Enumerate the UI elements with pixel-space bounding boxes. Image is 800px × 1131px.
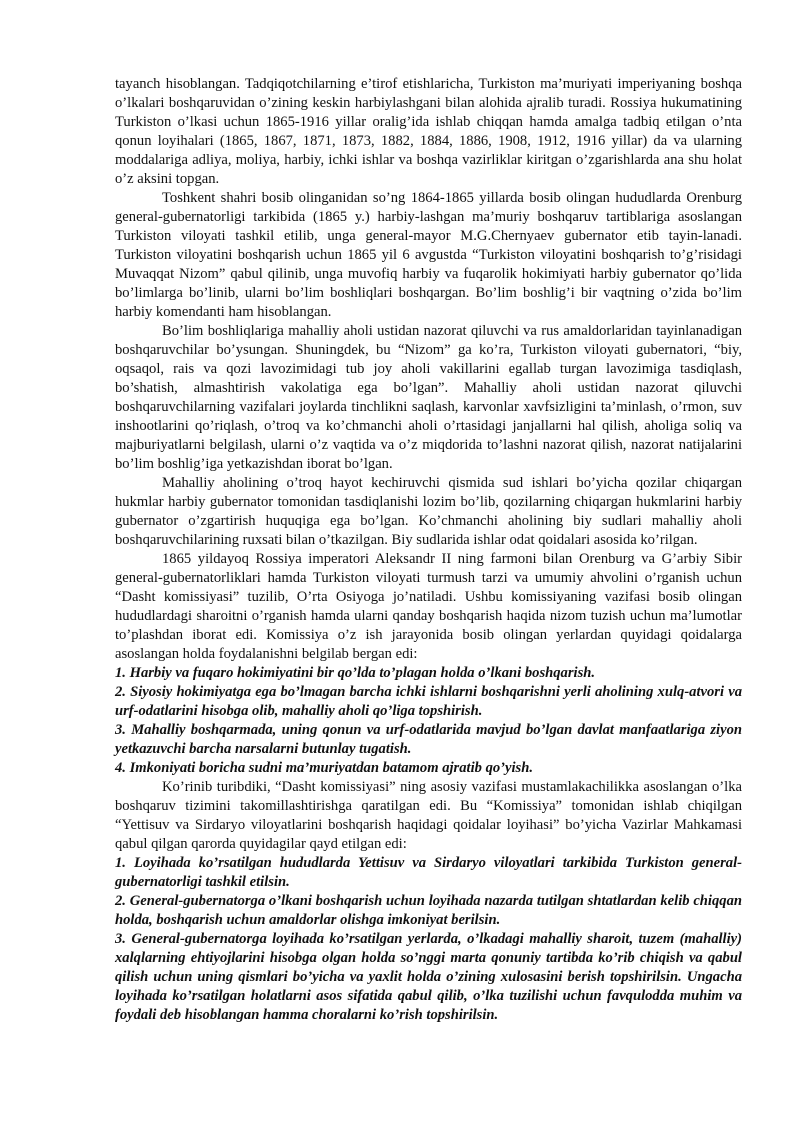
paragraph-commission-purpose: Ko’rinib turibdiki, “Dasht komissiyasi” ning asosiy vazifasi mustamlakachilikka asoslangan o’lka boshqaruv tizimini takomillashtirishga qaratilgan edi. Bu “Komissiya” tomonidan ishlab chiqilgan “Yettisuv va Sirdaryo viloyatlarini boshqarish haqidagi qoidalar loyihasi” bo’yicha Vazirlar Mahkamasi qabul qilgan qarorda quyidagilar qayd etilgan edi: xyxy=(115,779,742,852)
document-page xyxy=(115,75,742,1025)
commission-rule-4: 4. Imkoniyati boricha sudni ma’muriyatdan batamom ajratib qo’yish. xyxy=(115,760,534,776)
commission-rule-1: 1. Harbiy va fuqaro hokimiyatini bir qo’lda to’plagan holda o’lkani boshqarish. xyxy=(115,665,596,681)
decision-item-3: 3. General-gubernatorga loyihada ko’rsatilgan yerlarda, o’lkadagi mahalliy sharoit, tuzem (mahalliy) xalqlarning ehtiyojlarini hisobga olgan holda so’nggi marta qonuniy tartibda ko’rib chiqish va qabul qilish uchun uning qismlari bo’yicha va yaxlit holda o’zining xulosasini berish topshirilsin. Ungacha loyihada ko’rsatilgan holatlarni asos sifatida qabul qilib, o’lka tuzilishi uchun favqulodda muhim va foydali deb hisoblangan hamma choralarni ko’rish topshirilsin. xyxy=(115,931,742,1023)
commission-rule-3: 3. Mahalliy boshqarmada, uning qonun va urf-odatlarida mavjud bo’lgan davlat manfaatlariga ziyon yetkazuvchi barcha narsalarni butunlay tugatish. xyxy=(115,722,742,757)
paragraph-continuation: tayanch hisoblangan. Tadqiqotchilarning e’tirof etishlaricha, Turkiston ma’muriyati imperiyaning boshqa o’lkalari boshqaruvidan o’zining keskin harbiylashgani bilan alohida ajralib turadi. Rossiya hukumatining Turkiston o’lkasi uchun 1865-1916 yillar oralig’ida ishlab chiqqan hamda amalga tadbiq etilgan o’nta qonun loyihalari (1865, 1867, 1871, 1873, 1882, 1884, 1886, 1908, 1912, 1916 yillar) da va ularning moddalariga adliya, moliya, harbiy, ichki ishlar va boshqa vazirliklar kiritgan o’zgarishlarda ana shu holat o’z aksini topgan. xyxy=(115,76,742,187)
decision-item-2: 2. General-gubernatorga o’lkani boshqarish uchun loyihada nazarda tutilgan shtatlardan kelib chiqqan holda, boshqarish uchun amaldorlar olishga imkoniyat berilsin. xyxy=(115,893,742,928)
paragraph-court-affairs: Mahalliy aholining o’troq hayot kechiruvchi qismida sud ishlari bo’yicha qozilar chiqargan hukmlar harbiy gubernator tomonidan tasdiqlanishi lozim bo’lib, qozilarning chiqargan hukmlarini harbiy gubernator o’zgartirish huquqiga ega bo’lgan. Ko’chmanchi aholining biy sudlari mahalliy aholi boshqaruvchilarining ruxsati bilan o’tkazilgan. Biy sudlarida ishlar odat qoidalari asosida ko’rilgan. xyxy=(115,475,742,548)
paragraph-tashkent-conquest: Toshkent shahri bosib olinganidan so’ng 1864-1865 yillarda bosib olingan hududlarda Orenburg general-gubernatorligi tarkibida (1865 y.) harbiy-lashgan ma’muriy boshqaruv tartiblariga asoslangan Turkiston viloyati tashkil etilib, unga general-mayor M.G.Chernyaev gubernator etib tayin-lanadi. Turkiston viloyatini boshqarish uchun 1865 yil 6 avgustda “Turkiston viloyatini boshqarish to’g’risidagi Muvaqqat Nizom” qabul qilinib, unga muvofiq harbiy va fuqarolik hokimiyati harbiy gubernator qo’lida bo’limlarga bo’linib, ularni bo’lim boshliqlari boshqargan. Bo’lim boshlig’i bir vaqtning o’zida bo’lim harbiy komendanti ham hisoblangan. xyxy=(115,190,742,320)
decision-item-1: 1. Loyihada ko’rsatilgan hududlarda Yettisuv va Sirdaryo viloyatlari tarkibida Turkiston general-gubernatorligi tashkil etilsin. xyxy=(115,855,742,890)
paragraph-division-chiefs: Bo’lim boshliqlariga mahalliy aholi ustidan nazorat qiluvchi va rus amaldorlaridan tayinlanadigan boshqaruvchilar bo’ysungan. Shuningdek, bu “Nizom” ga ko’ra, Turkiston viloyati gubernatori, “biy, oqsaqol, rais va qozi lavozimidagi tub joy aholi vakillarini egallab turgan lavozimiga tasdiqlash, bo’shatish, almashtirish vakolatiga ega bo’lgan”. Mahalliy aholi ustidan nazorat qiluvchi boshqaruvchilarning vazifalari joylarda tinchlikni saqlash, karvonlar xavfsizligini ta’minlash, o’rmon, suv inshootlarini qo’riqlash, o’troq va ko’chmanchi aholi o’rtasidagi janjallarni hal qilish, aholiga soliq va majburiyatlarni belgilash, ularni o’z vaqtida va o’z miqdorida to’lashni nazorat qilish, nazorat natijalarini bo’lim boshlig’iga yetkazishdan iborat bo’lgan. xyxy=(115,323,742,472)
commission-rule-2: 2. Siyosiy hokimiyatga ega bo’lmagan barcha ichki ishlarni boshqarishni yerli aholining xulq-atvori va urf-odatlarini hisobga olib, mahalliy aholi qo’liga topshirish. xyxy=(115,684,742,719)
paragraph-steppe-commission: 1865 yildayoq Rossiya imperatori Aleksandr II ning farmoni bilan Orenburg va G’arbiy Sibir general-gubernatorliklari hamda Turkiston viloyati turmush tarzi va umumiy ahvolini o’rganish uchun “Dasht komissiyasi” tuzilib, O’rta Osiyoga jo’natiladi. Ushbu komissiyaning vazifasi bosib olingan hududlardagi sharoitni o’rganish hamda ularni qanday boshqarish haqida nizom tuzish uchun ma’lumotlar to’plashdan iborat edi. Komissiya o’z ish jarayonida bosib olingan yerlardan quyidagi qoidalarga asoslangan holda foydalanishni belgilab bergan edi: xyxy=(115,551,742,662)
